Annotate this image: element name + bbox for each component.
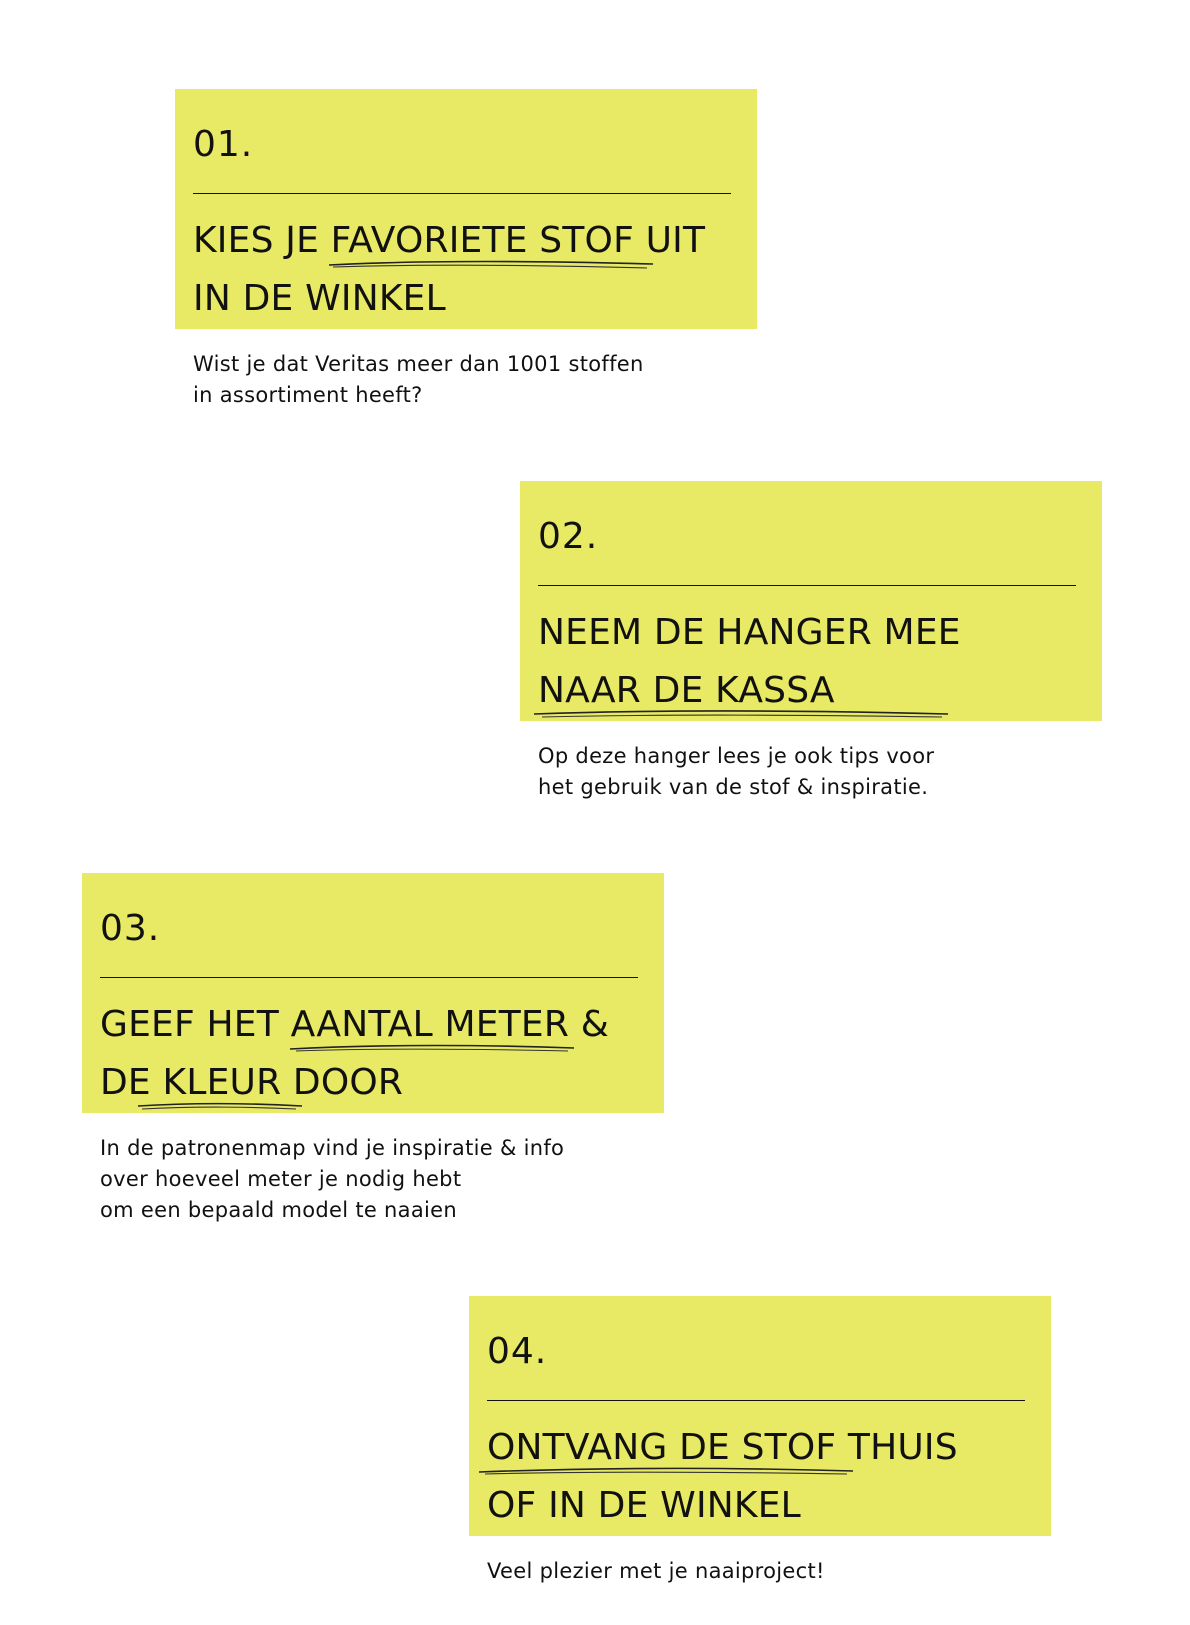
step-number: 04.	[487, 1331, 548, 1372]
step-card	[469, 1296, 1051, 1536]
step-title-line: NAAR DE KASSA	[538, 670, 835, 711]
divider	[487, 1400, 1025, 1401]
step-description: Wist je dat Veritas meer dan 1001 stoffen in assortiment heeft?	[193, 352, 644, 407]
divider	[193, 193, 731, 194]
step-title-line: OF IN DE WINKEL	[487, 1485, 801, 1526]
step-number: 02.	[538, 516, 599, 557]
step-title	[193, 212, 731, 328]
step-card	[82, 873, 664, 1113]
step-description: In de patronenmap vind je inspiratie & info over hoeveel meter je nodig hebt om een bepaald model te naaien	[100, 1136, 565, 1222]
step-2	[520, 481, 1102, 803]
step-number: 03.	[100, 908, 161, 949]
step-1	[175, 89, 757, 411]
divider	[538, 585, 1076, 586]
step-description: Op deze hanger lees je ook tips voor het gebruik van de stof & inspiratie.	[538, 744, 935, 799]
step-title-line: KIES JE FAVORIETE STOF UIT	[193, 220, 706, 261]
step-title-line: ONTVANG DE STOF THUIS	[487, 1427, 958, 1468]
step-number: 01.	[193, 124, 254, 165]
step-description: Veel plezier met je naaiproject!	[487, 1559, 825, 1583]
step-title-line: IN DE WINKEL	[193, 278, 446, 319]
step-title-line: GEEF HET AANTAL METER &	[100, 1004, 609, 1045]
step-3	[82, 873, 664, 1226]
step-title-line: DE KLEUR DOOR	[100, 1062, 404, 1103]
step-4	[469, 1296, 1051, 1587]
step-card	[520, 481, 1102, 721]
divider	[100, 977, 638, 978]
step-title	[487, 1419, 1025, 1535]
step-card	[175, 89, 757, 329]
step-title	[538, 604, 1076, 720]
step-title-line: NEEM DE HANGER MEE	[538, 612, 961, 653]
step-title	[100, 996, 638, 1112]
